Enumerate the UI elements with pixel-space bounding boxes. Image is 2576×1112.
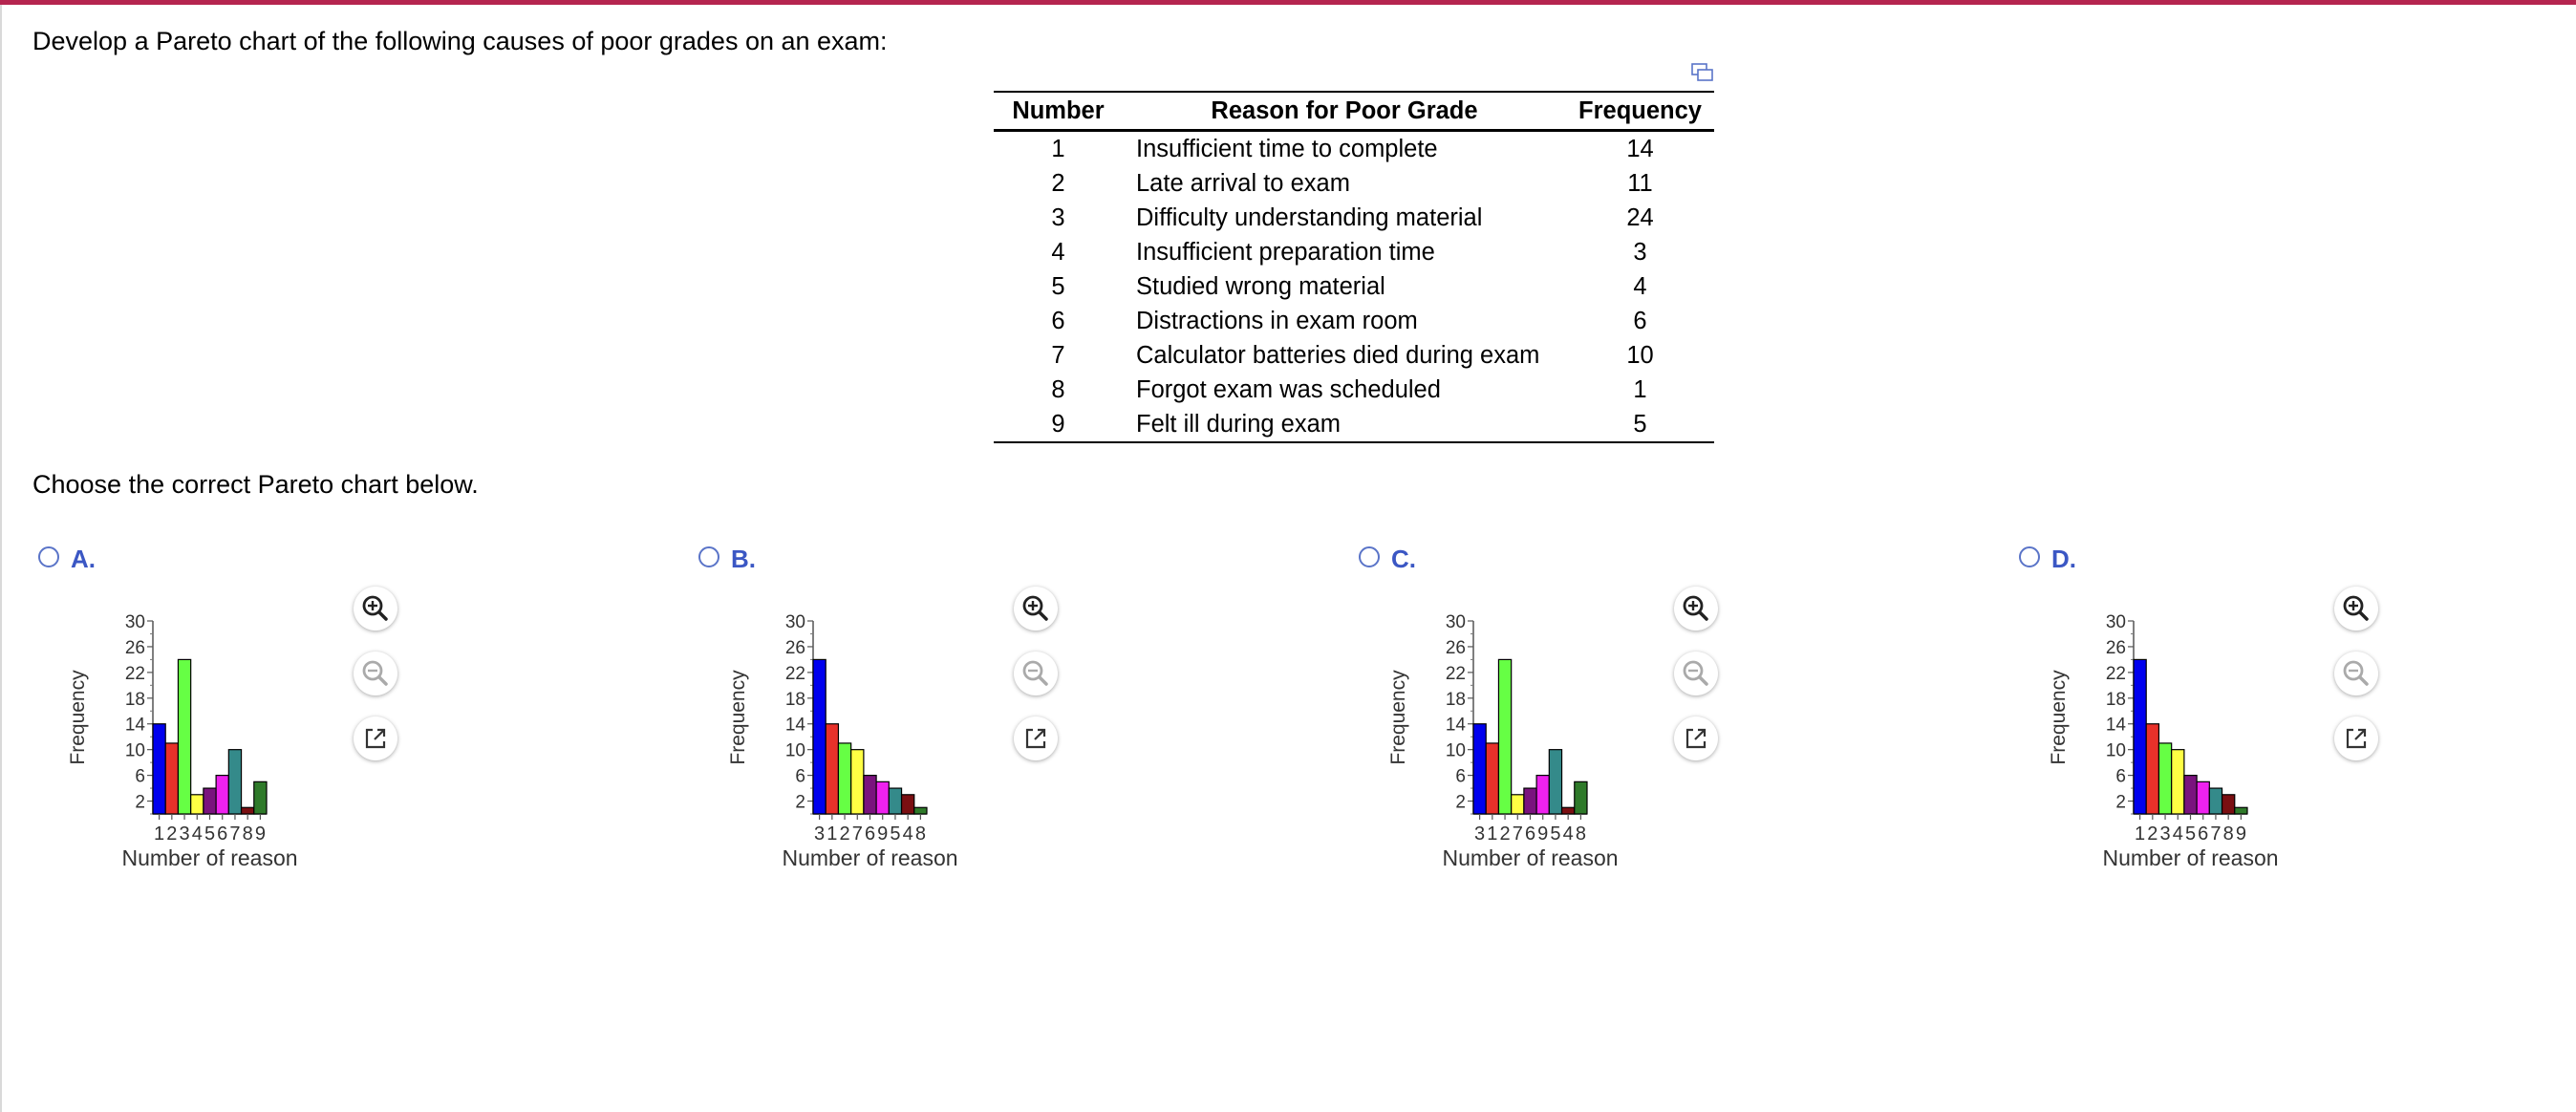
option-b-label[interactable]: B. — [731, 545, 756, 573]
bar — [178, 659, 190, 814]
cell-reason: Late arrival to exam — [1136, 169, 1350, 197]
cell-reason: Insufficient time to complete — [1136, 135, 1438, 162]
x-tick-label: 6 — [1524, 823, 1536, 845]
x-tick-label: 1 — [2135, 823, 2146, 845]
popout-icon — [2334, 716, 2378, 760]
top-accent-bar — [0, 0, 2576, 5]
y-tick-label: 10 — [124, 740, 145, 761]
bar — [2222, 795, 2235, 814]
popout-icon — [354, 716, 397, 760]
header-number: Number — [994, 92, 1123, 131]
table-row — [994, 338, 1714, 373]
popout-icon — [1674, 716, 1718, 760]
x-tick-label: 4 — [1562, 823, 1574, 845]
x-axis-label: Number of reason — [782, 845, 958, 870]
option-a-zoom-in-button[interactable] — [354, 587, 397, 631]
zoom-out-icon — [1014, 652, 1058, 695]
table-row — [994, 131, 1714, 167]
cell-reason: Calculator batteries died during exam — [1136, 341, 1540, 369]
bar — [1562, 807, 1575, 814]
y-tick-label: 6 — [135, 766, 145, 787]
y-tick-label: 18 — [124, 689, 145, 710]
y-axis-label: Frequency — [2048, 670, 2070, 765]
x-tick-label: 2 — [1499, 823, 1511, 845]
y-tick-label: 22 — [1445, 663, 1466, 684]
x-tick-label: 3 — [1474, 823, 1486, 845]
bar — [153, 724, 165, 814]
x-tick-label: 4 — [191, 823, 203, 845]
bar — [1512, 795, 1524, 814]
y-tick-label: 18 — [1445, 689, 1466, 710]
bar — [2146, 724, 2158, 814]
x-tick-label: 6 — [2198, 823, 2209, 845]
x-tick-label: 8 — [2222, 823, 2234, 845]
bar — [2158, 743, 2171, 814]
cell-frequency: 5 — [1566, 407, 1714, 442]
x-tick-label: 7 — [229, 823, 241, 845]
header-reason: Reason for Poor Grade — [1123, 92, 1566, 131]
y-tick-label: 30 — [1445, 612, 1466, 632]
y-tick-label: 18 — [2105, 689, 2126, 710]
table-row — [994, 269, 1714, 304]
option-d-radio[interactable] — [2019, 546, 2040, 567]
table-row — [994, 166, 1714, 201]
bar — [2197, 781, 2209, 814]
option-a — [32, 535, 415, 879]
y-tick-label: 26 — [124, 637, 145, 658]
zoom-out-icon — [354, 652, 397, 695]
y-tick-label: 26 — [2105, 637, 2126, 658]
cell-reason: Distractions in exam room — [1136, 307, 1418, 334]
y-tick-label: 2 — [2115, 792, 2126, 813]
cell-number: 8 — [1051, 375, 1065, 403]
y-tick-label: 6 — [1455, 766, 1466, 787]
option-a-radio[interactable] — [38, 546, 59, 567]
bar — [914, 807, 927, 814]
y-tick-label: 14 — [124, 715, 145, 736]
x-tick-label: 9 — [254, 823, 266, 845]
zoom-in-icon — [2334, 587, 2378, 631]
cell-number: 3 — [1051, 203, 1065, 231]
x-tick-label: 6 — [864, 823, 876, 845]
x-tick-label: 8 — [914, 823, 926, 845]
table-row — [994, 373, 1714, 407]
x-tick-label: 3 — [179, 823, 190, 845]
bar — [2134, 659, 2146, 814]
y-axis-label: Frequency — [727, 670, 749, 765]
bar — [165, 743, 178, 814]
x-tick-label: 1 — [154, 823, 165, 845]
bar — [216, 776, 228, 814]
x-tick-label: 8 — [242, 823, 253, 845]
answer-instruction: Choose the correct Pareto chart below. — [32, 470, 479, 499]
bar — [838, 743, 850, 814]
cell-number: 4 — [1051, 238, 1065, 266]
cell-frequency: 10 — [1626, 341, 1654, 369]
popout-icon — [1014, 716, 1058, 760]
x-tick-label: 3 — [2159, 823, 2171, 845]
zoom-in-icon — [1014, 587, 1058, 631]
table-row — [994, 304, 1714, 338]
bar — [204, 788, 216, 814]
cell-number: 9 — [994, 407, 1123, 442]
bar — [1524, 788, 1536, 814]
option-b — [693, 535, 1075, 879]
option-a-pareto-chart — [61, 602, 338, 879]
option-a-zoom-out-button[interactable] — [354, 652, 397, 695]
option-b-popout-button[interactable] — [1014, 716, 1058, 760]
option-d-pareto-chart — [2042, 602, 2319, 879]
option-d-label[interactable]: D. — [2051, 545, 2076, 573]
x-tick-label: 7 — [2210, 823, 2222, 845]
x-tick-label: 4 — [902, 823, 913, 845]
bar — [242, 807, 254, 814]
zoom-out-icon — [2334, 652, 2378, 695]
bar — [864, 776, 876, 814]
x-tick-label: 1 — [1487, 823, 1498, 845]
y-tick-label: 26 — [784, 637, 805, 658]
cell-number: 5 — [1051, 272, 1065, 300]
y-tick-label: 2 — [1455, 792, 1466, 813]
option-c-popout-button[interactable] — [1674, 716, 1718, 760]
cell-reason: Felt ill during exam — [1123, 407, 1566, 442]
y-tick-label: 30 — [784, 612, 805, 632]
left-border — [0, 5, 2, 1112]
x-tick-label: 8 — [1575, 823, 1586, 845]
header-frequency: Frequency — [1566, 92, 1714, 131]
table-header-row — [994, 92, 1714, 131]
bar — [1549, 750, 1561, 814]
x-tick-label: 6 — [217, 823, 228, 845]
option-d-zoom-out-button[interactable] — [2334, 652, 2378, 695]
x-tick-label: 4 — [2172, 823, 2183, 845]
option-c-zoom-in-button[interactable] — [1674, 587, 1718, 631]
bar — [2184, 776, 2197, 814]
cell-reason: Studied wrong material — [1136, 272, 1385, 300]
y-axis-label: Frequency — [67, 670, 89, 765]
cell-number: 6 — [1051, 307, 1065, 334]
option-c-label[interactable]: C. — [1391, 545, 1416, 573]
y-tick-label: 26 — [1445, 637, 1466, 658]
cell-frequency: 11 — [1627, 169, 1653, 197]
y-tick-label: 14 — [784, 715, 805, 736]
cell-reason: Difficulty understanding material — [1136, 203, 1483, 231]
x-tick-label: 5 — [2184, 823, 2197, 845]
x-tick-label: 7 — [851, 823, 863, 845]
table-row — [994, 201, 1714, 235]
table-row — [994, 235, 1714, 269]
bar — [1498, 659, 1511, 814]
bar — [228, 750, 241, 814]
x-tick-label: 3 — [814, 823, 826, 845]
option-c-radio[interactable] — [1359, 546, 1380, 567]
copy-table-icon[interactable] — [1691, 63, 1714, 84]
bar — [826, 724, 838, 814]
option-b-radio[interactable] — [698, 546, 719, 567]
option-c-zoom-out-button[interactable] — [1674, 652, 1718, 695]
y-tick-label: 14 — [1445, 715, 1466, 736]
x-tick-label: 1 — [826, 823, 838, 845]
x-axis-label: Number of reason — [121, 845, 298, 870]
x-tick-label: 5 — [890, 823, 901, 845]
y-tick-label: 22 — [2105, 663, 2126, 684]
x-tick-label: 2 — [166, 823, 178, 845]
y-tick-label: 14 — [2105, 715, 2126, 736]
option-d-popout-button[interactable] — [2334, 716, 2378, 760]
bar — [1473, 724, 1486, 814]
cell-number: 7 — [1051, 341, 1065, 369]
x-tick-label: 9 — [1537, 823, 1549, 845]
cell-frequency: 14 — [1626, 135, 1654, 162]
cell-number: 1 — [1051, 135, 1065, 162]
x-tick-label: 9 — [877, 823, 889, 845]
x-axis-label: Number of reason — [2102, 845, 2279, 870]
option-b-pareto-chart — [721, 602, 998, 879]
x-tick-label: 5 — [1550, 823, 1561, 845]
option-b-zoom-out-button[interactable] — [1014, 652, 1058, 695]
bar — [2172, 750, 2184, 814]
x-tick-label: 2 — [2147, 823, 2158, 845]
bar — [1575, 781, 1587, 814]
y-tick-label: 2 — [135, 792, 145, 813]
y-tick-label: 10 — [784, 740, 805, 761]
y-tick-label: 18 — [784, 689, 805, 710]
y-tick-label: 2 — [795, 792, 805, 813]
y-tick-label: 10 — [1445, 740, 1466, 761]
option-d-zoom-in-button[interactable] — [2334, 587, 2378, 631]
bar — [2235, 807, 2247, 814]
zoom-out-icon — [1674, 652, 1718, 695]
option-c — [1353, 535, 1735, 879]
y-tick-label: 6 — [795, 766, 805, 787]
y-tick-label: 30 — [2105, 612, 2126, 632]
cell-reason: Forgot exam was scheduled — [1136, 375, 1441, 403]
bar — [889, 788, 901, 814]
cell-frequency: 24 — [1626, 203, 1654, 231]
x-tick-label: 7 — [1512, 823, 1523, 845]
option-a-label[interactable]: A. — [71, 545, 96, 573]
bar — [191, 795, 204, 814]
option-a-popout-button[interactable] — [354, 716, 397, 760]
y-axis-label: Frequency — [1387, 670, 1409, 765]
bar — [1536, 776, 1549, 814]
zoom-in-icon — [1674, 587, 1718, 631]
cell-frequency: 3 — [1633, 238, 1647, 266]
x-tick-label: 9 — [2235, 823, 2246, 845]
cell-reason: Insufficient preparation time — [1136, 238, 1435, 266]
bar — [851, 750, 864, 814]
question-prompt: Develop a Pareto chart of the following causes of poor grades on an exam: — [32, 27, 888, 55]
bar — [902, 795, 914, 814]
y-tick-label: 30 — [124, 612, 145, 632]
x-tick-label: 5 — [204, 823, 216, 845]
y-tick-label: 10 — [2105, 740, 2126, 761]
cell-frequency: 6 — [1633, 307, 1647, 334]
option-b-zoom-in-button[interactable] — [1014, 587, 1058, 631]
x-axis-label: Number of reason — [1442, 845, 1619, 870]
option-d — [2013, 535, 2395, 879]
bar — [1486, 743, 1498, 814]
bar — [876, 781, 889, 814]
cell-number: 2 — [1051, 169, 1065, 197]
bar — [254, 781, 267, 814]
y-tick-label: 22 — [784, 663, 805, 684]
table-row — [994, 407, 1714, 442]
cell-frequency: 1 — [1633, 375, 1647, 403]
y-tick-label: 6 — [2115, 766, 2126, 787]
bar — [2209, 788, 2222, 814]
bar — [813, 659, 826, 814]
y-tick-label: 22 — [124, 663, 145, 684]
frequency-table — [994, 91, 1714, 443]
option-c-pareto-chart — [1382, 602, 1659, 879]
x-tick-label: 2 — [839, 823, 850, 845]
zoom-in-icon — [354, 587, 397, 631]
cell-frequency: 4 — [1633, 272, 1647, 300]
